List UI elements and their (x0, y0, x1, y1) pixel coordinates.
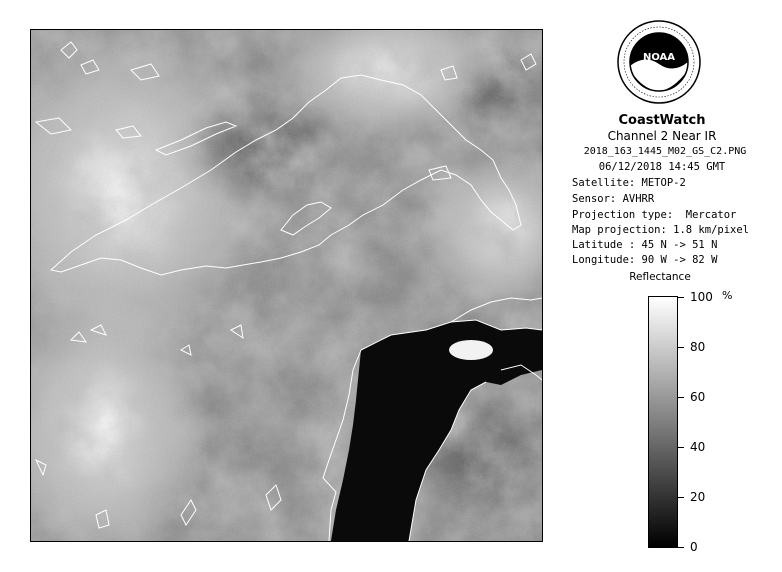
channel-label: Channel 2 Near IR (607, 129, 717, 143)
lake-cloud (449, 340, 493, 360)
colorbar-tick (678, 547, 684, 548)
colorbar-tick (678, 297, 684, 298)
colorbar (648, 296, 678, 548)
noaa-emblem (617, 20, 701, 104)
colorbar-tick-label: 0 (690, 540, 698, 554)
colorbar-tick (678, 397, 684, 398)
colorbar-tick (678, 497, 684, 498)
colorbar-tick-label: 40 (690, 440, 706, 454)
map-svg (31, 30, 542, 541)
sensor-label: Sensor: AVHRR (572, 193, 655, 205)
date-time: 06/12/2018 14:45 GMT (598, 161, 726, 173)
brand-title: CoastWatch (618, 113, 706, 128)
file-name: 2018_163_1445_M02_GS_C2.PNG (583, 146, 747, 157)
longitude-label: Longitude: 90 W -> 82 W (572, 254, 718, 266)
colorbar-unit: % (722, 289, 733, 302)
image-grain (31, 30, 542, 541)
noaa-logo-text: NOAA (642, 52, 676, 63)
colorbar-tick-label: 80 (690, 340, 706, 354)
satellite-image (30, 29, 543, 542)
colorbar-tick-label: 100 (690, 290, 713, 304)
colorbar-tick (678, 447, 684, 448)
satellite-label: Satellite: METOP-2 (572, 177, 686, 189)
projection-type-label: Projection type: Mercator (572, 209, 737, 221)
colorbar-title: Reflectance (629, 271, 691, 283)
map-projection-label: Map projection: 1.8 km/pixel (572, 224, 750, 236)
latitude-label: Latitude : 45 N -> 51 N (572, 239, 718, 251)
noaa-logo (617, 20, 701, 104)
colorbar-tick-label: 60 (690, 390, 706, 404)
colorbar-tick (678, 347, 684, 348)
colorbar-tick-label: 20 (690, 490, 706, 504)
